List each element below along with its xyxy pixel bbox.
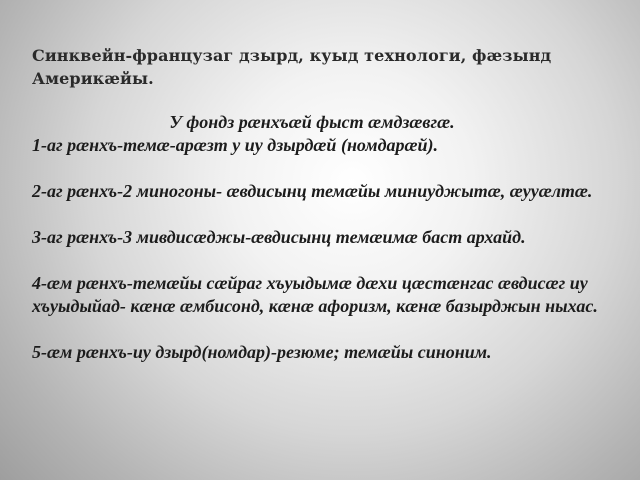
spacer xyxy=(32,249,622,272)
rule-line-4: 4-æм рæнхъ-темæйы сæйраг хъуыдымæ дæхи цæстæнгас æвдисæг иу хъуыдыйад- кæнæ æмбисонд, кæнæ афоризм, кæнæ базырджын ныхас. xyxy=(32,273,598,316)
spacer xyxy=(32,157,622,180)
spacer xyxy=(32,203,622,226)
rule-line-5: 5-æм рæнхъ-иу дзырд(номдар)-резюме; темæйы синоним. xyxy=(32,342,492,362)
slide-title: Синквейн-французаг дзырд, куыд технологи, фæзынд Америкæйы. xyxy=(32,46,552,88)
rule-line-1: 1-аг рæнхъ-темæ-арæзт у иу дзырдæй (номдарæй). xyxy=(32,135,439,155)
rule-line-2: 2-аг рæнхъ-2 миногоны- æвдисынц темæйы миниуджытæ, æууæлтæ. xyxy=(32,181,593,201)
rule-line-3: 3-аг рæнхъ-3 мивдисæджы-æвдисынц темæимæ баст архайд. xyxy=(32,227,526,247)
spacer xyxy=(32,318,622,341)
slide-body xyxy=(32,111,622,364)
slide-subtitle: У фондз рæнхъæй фыст æмдзæвгæ. xyxy=(169,112,455,132)
